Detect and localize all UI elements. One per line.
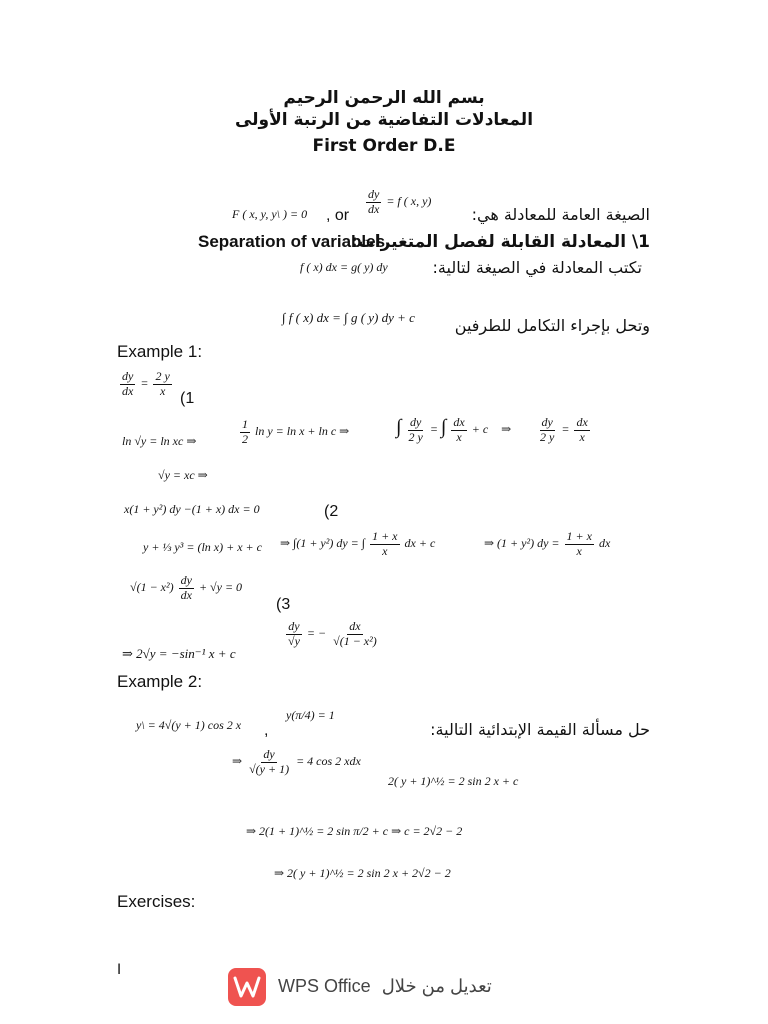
separation-heading-en: Separation of variables xyxy=(198,232,386,251)
ex1-half-den: 2 xyxy=(242,431,248,446)
ex1-p1-last: $\frac{dy}{2 y}$ = $\frac{dx}{x}$ xyxy=(540,415,588,444)
ex1-int-arrow: ⇒ xyxy=(501,422,512,437)
ex1-int-den: 2 y xyxy=(408,429,423,444)
ex1-int-rnum: dx xyxy=(453,415,465,429)
ex1-last-den: 2 y xyxy=(540,429,555,444)
ex1-p2-mid-end: dx + c xyxy=(404,536,436,551)
ex1-int-rden: x xyxy=(456,429,462,444)
ex1-last-rnum: dx xyxy=(576,415,588,429)
ex1-p1-rnum: 2 y xyxy=(155,369,170,383)
ex1-p1-line1: ln √y = ln xc ⇒ xyxy=(122,434,197,448)
separation-form-eq: f ( x) dx = g( y) dy xyxy=(300,260,388,274)
ex2-step1-arrow: ⇒ xyxy=(232,754,243,769)
general-form-frac xyxy=(364,188,431,217)
ex1-p1-line1b-wrap xyxy=(238,418,349,447)
ex2-equation: y\ = 4√(y + 1) cos 2 x xyxy=(136,718,242,732)
ex1-p3-eq xyxy=(130,574,242,603)
ex2-problem-ar: حل مسألة القيمة الإبتدائية التالية: xyxy=(430,720,650,739)
ex1-int-num: dy xyxy=(409,415,422,429)
ex2-step2: ⇒ 2(1 + 1)^½ = 2 sin π/2 + c ⇒ c = 2√2 − 2 xyxy=(246,824,463,838)
page-title-ar: المعادلات التفاضية من الرتبة الأولى xyxy=(234,110,534,130)
exercises-label: Exercises: xyxy=(117,892,196,911)
ex1-p3-r-rden: √(1 − x²) xyxy=(333,633,377,648)
ex1-p3-r-eq: = − xyxy=(306,626,327,641)
ex1-last-num: dy xyxy=(541,415,553,429)
ex1-p2-mid xyxy=(280,530,435,559)
ex1-p2-solution: y + ⅓ y³ = (ln x) + x + c xyxy=(143,540,262,554)
page-title-en: First Order D.E xyxy=(312,136,456,156)
ex1-p3-sqrt: √(1 − x²) xyxy=(130,580,174,595)
ex1-p3-r-den: √y xyxy=(288,633,300,648)
ex1-p3-den: dx xyxy=(180,587,192,602)
example1-label: Example 1: xyxy=(117,342,203,361)
ex1-p3-r-rnum: dx xyxy=(349,619,361,633)
wps-footer[interactable] xyxy=(228,968,528,1008)
ex1-p1-line1b: ln y = ln x + ln c ⇒ xyxy=(255,424,350,439)
ex2-step1-den: √(y + 1) xyxy=(249,761,290,776)
ex1-p1-marker: (1 xyxy=(180,390,195,407)
ex1-p2-right xyxy=(484,530,610,559)
ex1-p1-num: dy xyxy=(122,369,134,383)
ex1-half-num: 1 xyxy=(242,417,248,431)
ex1-p3-marker: (3 xyxy=(276,596,291,613)
ex1-p1-int: ∫ $\frac{dy}{2 y}$ = ∫ $\frac{dx}{x}$ + c ⇒ xyxy=(396,415,512,444)
ex1-p1-eq: $\frac{dy}{dx}$ = $\frac{2 y}{x}$ xyxy=(122,369,170,398)
ex1-p2-mid-num: 1 + x xyxy=(372,529,398,543)
ex1-p3-r-num: dy xyxy=(288,619,300,633)
ex2-step1-right: 2( y + 1)^½ = 2 sin 2 x + c xyxy=(388,774,519,788)
ex1-last-rden: x xyxy=(579,429,585,444)
general-form-den: dx xyxy=(368,201,380,216)
ex1-p1-rden: x xyxy=(159,383,166,398)
general-form-rhs: = f ( x, y) xyxy=(386,194,432,209)
ex1-p3-end: + √y = 0 xyxy=(198,580,243,595)
ex1-p3-right xyxy=(284,620,381,649)
ex1-int-plus-c: + c xyxy=(471,422,489,437)
ex1-int-sign2: ∫ xyxy=(440,416,447,439)
ex1-int-sign1: ∫ xyxy=(396,416,402,439)
ex1-p2-right-num: 1 + x xyxy=(566,529,592,543)
ex2-comma: , xyxy=(264,722,269,739)
ex1-p1-line2: √y = xc ⇒ xyxy=(158,468,208,482)
ex1-p3-num: dy xyxy=(180,573,192,587)
bismillah: بسم الله الرحمن الرحيم xyxy=(283,88,485,108)
separation-solve-eq: ∫ f ( x) dx = ∫ g ( y) dy + c xyxy=(282,310,415,325)
general-form-eq1: F ( x, y, y\ ) = 0 xyxy=(232,207,308,221)
ex1-p3-solution: ⇒ 2√y = −sin⁻¹ x + c xyxy=(122,646,236,661)
ex2-step1-num: dy xyxy=(263,747,275,761)
ex1-p2-right-text: ⇒ (1 + y²) dy = xyxy=(484,536,560,551)
general-form-label: الصيغة العامة للمعادلة هي: xyxy=(471,205,650,224)
ex1-p2-marker: (2 xyxy=(324,503,339,520)
general-form-or: , or xyxy=(326,207,350,224)
separation-solve-ar: وتحل بإجراء التكامل للطرفين xyxy=(454,316,650,335)
ex1-p2-right-end: dx xyxy=(598,536,611,551)
footer-text-ar: تعديل من خلال xyxy=(381,976,492,996)
ex1-p2-mid-text: ⇒ ∫(1 + y²) dy = ∫ xyxy=(280,536,366,551)
ex2-initial-condition: y(π/4) = 1 xyxy=(286,708,335,722)
footer-brand: WPS Office xyxy=(278,976,371,996)
separation-heading-ar: 1\ المعادلة القابلة لفصل المتغيرات: xyxy=(350,232,650,252)
example2-label: Example 2: xyxy=(117,672,203,691)
ex1-p1-den: dx xyxy=(122,383,134,398)
ex1-p2-mid-den: x xyxy=(382,543,388,558)
ex2-step1-end: = 4 cos 2 xdx xyxy=(296,754,361,769)
page-mark: I xyxy=(117,962,122,978)
ex2-step1 xyxy=(232,748,361,777)
general-form-num: dy xyxy=(368,187,380,201)
footer-text xyxy=(278,976,492,997)
separation-form-ar: تكتب المعادلة في الصيغة لتالية: xyxy=(432,258,642,277)
ex1-p2-right-den: x xyxy=(576,543,582,558)
ex2-step3: ⇒ 2( y + 1)^½ = 2 sin 2 x + 2√2 − 2 xyxy=(274,866,451,880)
ex1-p2-eq: x(1 + y²) dy −(1 + x) dx = 0 xyxy=(124,502,260,516)
wps-logo-icon xyxy=(228,968,266,1006)
